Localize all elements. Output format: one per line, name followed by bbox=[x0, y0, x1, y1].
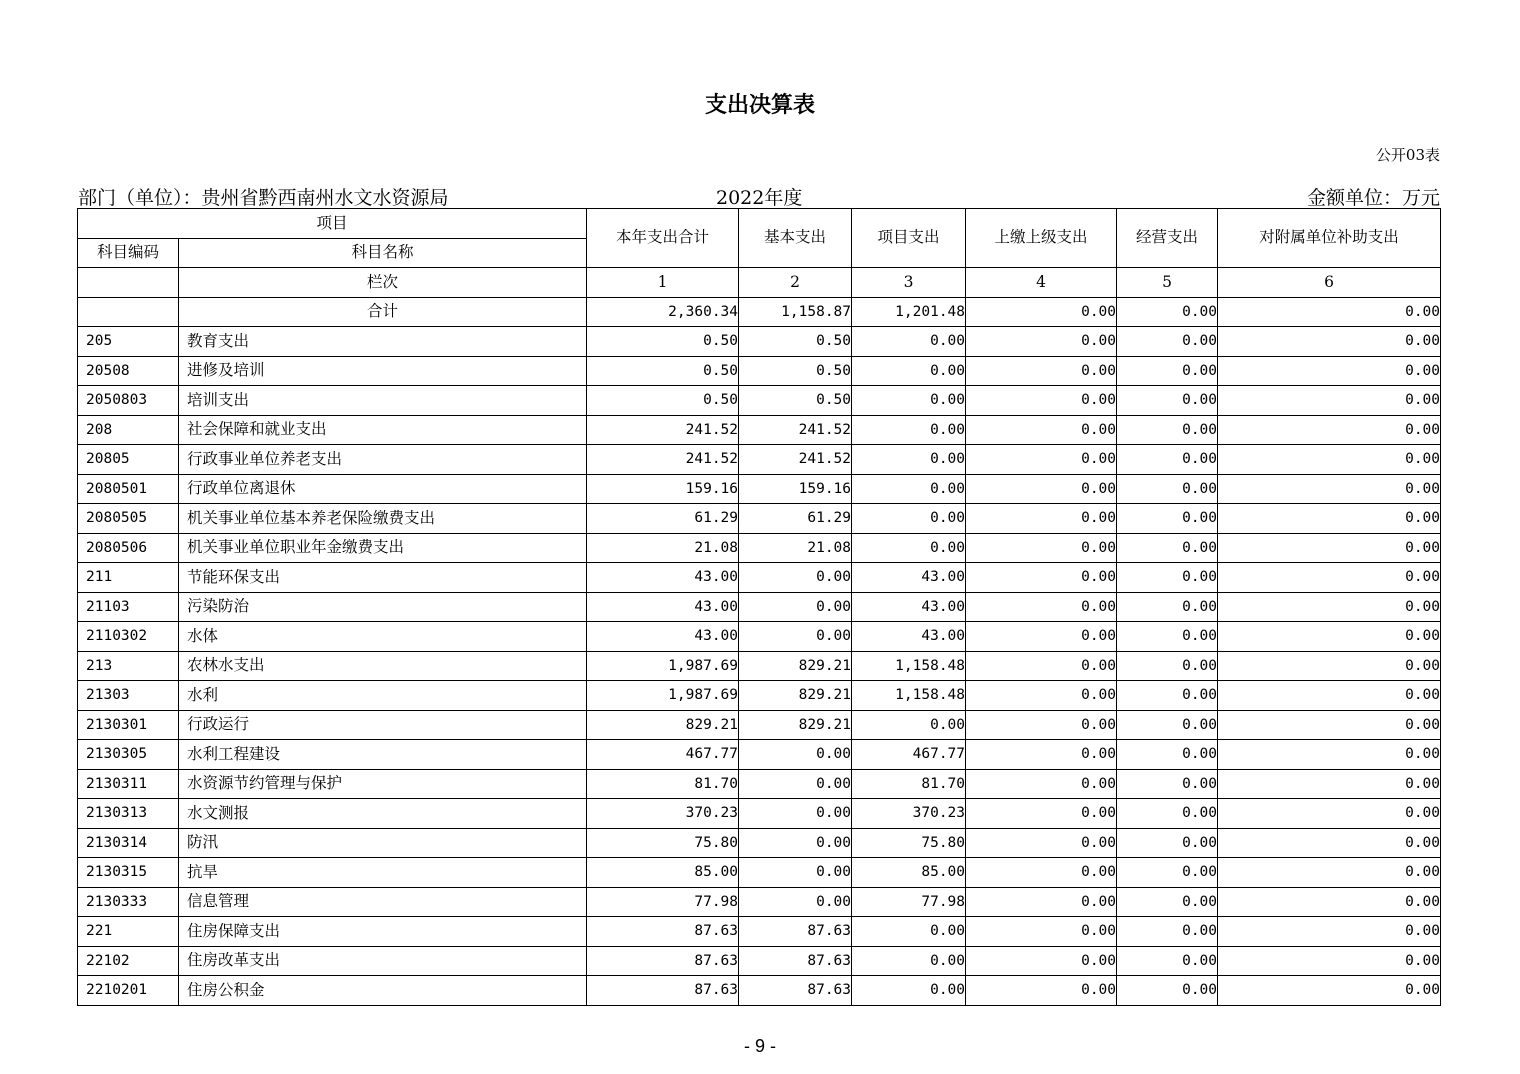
amount-cell: 0.00 bbox=[966, 592, 1117, 622]
amount-cell: 0.00 bbox=[739, 858, 852, 888]
amount-cell: 43.00 bbox=[852, 563, 966, 593]
table-row bbox=[78, 681, 1441, 711]
amount-cell: 0.00 bbox=[1218, 504, 1441, 534]
table-row bbox=[78, 563, 1441, 593]
amount-cell: 0.00 bbox=[1218, 799, 1441, 829]
subject-code: 20805 bbox=[78, 445, 179, 475]
subject-name: 行政单位离退休 bbox=[179, 474, 587, 504]
amount-cell: 0.00 bbox=[1218, 769, 1441, 799]
amount-cell: 0.50 bbox=[587, 356, 739, 386]
amount-cell: 61.29 bbox=[739, 504, 852, 534]
subject-name: 进修及培训 bbox=[179, 356, 587, 386]
amount-cell: 0.00 bbox=[966, 917, 1117, 947]
amount-cell: 0.00 bbox=[739, 799, 852, 829]
amount-cell: 0.00 bbox=[739, 622, 852, 652]
total-label: 合计 bbox=[179, 297, 587, 327]
fiscal-year: 2022年度 bbox=[716, 187, 803, 209]
amount-cell: 0.00 bbox=[966, 828, 1117, 858]
amount-cell: 0.00 bbox=[1117, 740, 1218, 770]
amount-cell: 0.00 bbox=[1218, 356, 1441, 386]
amount-cell: 241.52 bbox=[739, 445, 852, 475]
table-row bbox=[78, 327, 1441, 357]
table-row bbox=[78, 799, 1441, 829]
amount-cell: 0.00 bbox=[1117, 415, 1218, 445]
amount-cell: 87.63 bbox=[739, 917, 852, 947]
header-basic-expenditure: 基本支出 bbox=[739, 209, 852, 268]
amount-cell: 85.00 bbox=[852, 858, 966, 888]
amount-cell: 0.00 bbox=[739, 740, 852, 770]
header-operating-expenditure: 经营支出 bbox=[1117, 209, 1218, 268]
amount-cell: 0.00 bbox=[1117, 799, 1218, 829]
total-value: 1,158.87 bbox=[739, 297, 852, 327]
amount-cell: 0.00 bbox=[1218, 445, 1441, 475]
amount-cell: 0.00 bbox=[739, 828, 852, 858]
subject-code: 21303 bbox=[78, 681, 179, 711]
amount-cell: 0.00 bbox=[1218, 828, 1441, 858]
column-no-2: 2 bbox=[739, 268, 852, 298]
amount-cell: 81.70 bbox=[587, 769, 739, 799]
amount-unit: 金额单位：万元 bbox=[1306, 187, 1440, 209]
amount-cell: 0.00 bbox=[966, 415, 1117, 445]
amount-cell: 43.00 bbox=[587, 563, 739, 593]
table-row bbox=[78, 533, 1441, 563]
table-row bbox=[78, 740, 1441, 770]
column-no-4: 4 bbox=[966, 268, 1117, 298]
amount-cell: 0.00 bbox=[966, 504, 1117, 534]
amount-cell: 0.00 bbox=[1218, 533, 1441, 563]
form-code: 公开03表 bbox=[1375, 146, 1440, 164]
subject-code: 2080501 bbox=[78, 474, 179, 504]
subject-code: 2130314 bbox=[78, 828, 179, 858]
subject-code: 2130305 bbox=[78, 740, 179, 770]
column-no-3: 3 bbox=[852, 268, 966, 298]
amount-cell: 0.00 bbox=[1117, 533, 1218, 563]
subject-name: 信息管理 bbox=[179, 887, 587, 917]
amount-cell: 0.00 bbox=[1117, 828, 1218, 858]
header-name: 科目名称 bbox=[179, 238, 587, 268]
amount-cell: 0.00 bbox=[966, 533, 1117, 563]
department-label: 部门（单位）：贵州省黔西南州水文水资源局 bbox=[78, 187, 449, 209]
amount-cell: 467.77 bbox=[852, 740, 966, 770]
amount-cell: 0.00 bbox=[1117, 592, 1218, 622]
empty-cell bbox=[78, 297, 179, 327]
amount-cell: 81.70 bbox=[852, 769, 966, 799]
amount-cell: 0.00 bbox=[852, 356, 966, 386]
amount-cell: 21.08 bbox=[739, 533, 852, 563]
subject-code: 2110302 bbox=[78, 622, 179, 652]
amount-cell: 0.00 bbox=[852, 504, 966, 534]
amount-cell: 0.50 bbox=[739, 356, 852, 386]
table-row bbox=[78, 445, 1441, 475]
table-row bbox=[78, 386, 1441, 416]
column-no-5: 5 bbox=[1117, 268, 1218, 298]
amount-cell: 0.50 bbox=[587, 386, 739, 416]
amount-cell: 0.00 bbox=[739, 563, 852, 593]
amount-cell: 0.50 bbox=[739, 386, 852, 416]
column-no-1: 1 bbox=[587, 268, 739, 298]
subject-code: 211 bbox=[78, 563, 179, 593]
subject-name: 机关事业单位基本养老保险缴费支出 bbox=[179, 504, 587, 534]
amount-cell: 0.00 bbox=[852, 946, 966, 976]
table-row bbox=[78, 622, 1441, 652]
amount-cell: 0.00 bbox=[852, 327, 966, 357]
amount-cell: 0.00 bbox=[1117, 327, 1218, 357]
amount-cell: 0.00 bbox=[966, 799, 1117, 829]
table-row bbox=[78, 828, 1441, 858]
amount-cell: 0.00 bbox=[1218, 327, 1441, 357]
subject-name: 住房改革支出 bbox=[179, 946, 587, 976]
amount-cell: 829.21 bbox=[739, 710, 852, 740]
subject-name: 行政运行 bbox=[179, 710, 587, 740]
amount-cell: 43.00 bbox=[852, 592, 966, 622]
amount-cell: 0.00 bbox=[1218, 622, 1441, 652]
amount-cell: 0.00 bbox=[739, 592, 852, 622]
amount-cell: 43.00 bbox=[587, 622, 739, 652]
amount-cell: 241.52 bbox=[739, 415, 852, 445]
subject-name: 培训支出 bbox=[179, 386, 587, 416]
amount-cell: 0.00 bbox=[966, 681, 1117, 711]
subject-name: 水利 bbox=[179, 681, 587, 711]
amount-cell: 0.00 bbox=[1218, 386, 1441, 416]
amount-cell: 0.00 bbox=[1117, 651, 1218, 681]
amount-cell: 370.23 bbox=[587, 799, 739, 829]
subject-name: 教育支出 bbox=[179, 327, 587, 357]
amount-cell: 0.00 bbox=[1218, 858, 1441, 888]
amount-cell: 1,987.69 bbox=[587, 681, 739, 711]
amount-cell: 0.00 bbox=[1117, 622, 1218, 652]
amount-cell: 21.08 bbox=[587, 533, 739, 563]
amount-cell: 0.00 bbox=[966, 651, 1117, 681]
amount-cell: 1,158.48 bbox=[852, 681, 966, 711]
page-number: - 9 - bbox=[743, 1036, 776, 1056]
amount-cell: 0.00 bbox=[966, 769, 1117, 799]
amount-cell: 0.50 bbox=[587, 327, 739, 357]
amount-cell: 0.00 bbox=[966, 946, 1117, 976]
table-row bbox=[78, 769, 1441, 799]
subject-code: 2080505 bbox=[78, 504, 179, 534]
amount-cell: 159.16 bbox=[739, 474, 852, 504]
amount-cell: 0.00 bbox=[1218, 563, 1441, 593]
subject-code: 2130301 bbox=[78, 710, 179, 740]
amount-cell: 87.63 bbox=[587, 946, 739, 976]
amount-cell: 0.00 bbox=[966, 740, 1117, 770]
amount-cell: 75.80 bbox=[587, 828, 739, 858]
amount-cell: 0.00 bbox=[739, 887, 852, 917]
amount-cell: 0.00 bbox=[852, 415, 966, 445]
amount-cell: 85.00 bbox=[587, 858, 739, 888]
amount-cell: 0.00 bbox=[1218, 917, 1441, 947]
table-row bbox=[78, 946, 1441, 976]
amount-cell: 0.00 bbox=[966, 474, 1117, 504]
header-project-expenditure: 项目支出 bbox=[852, 209, 966, 268]
expenditure-table bbox=[77, 208, 1441, 1006]
amount-cell: 829.21 bbox=[739, 681, 852, 711]
amount-cell: 241.52 bbox=[587, 445, 739, 475]
amount-cell: 0.00 bbox=[966, 445, 1117, 475]
subject-name: 水利工程建设 bbox=[179, 740, 587, 770]
table-row bbox=[78, 415, 1441, 445]
amount-cell: 61.29 bbox=[587, 504, 739, 534]
amount-cell: 0.00 bbox=[1117, 563, 1218, 593]
amount-cell: 0.00 bbox=[1117, 976, 1218, 1006]
amount-cell: 0.00 bbox=[1218, 474, 1441, 504]
subject-name: 行政事业单位养老支出 bbox=[179, 445, 587, 475]
amount-cell: 829.21 bbox=[587, 710, 739, 740]
header-code: 科目编码 bbox=[78, 238, 179, 268]
amount-cell: 43.00 bbox=[587, 592, 739, 622]
amount-cell: 75.80 bbox=[852, 828, 966, 858]
subject-code: 2080506 bbox=[78, 533, 179, 563]
subject-code: 213 bbox=[78, 651, 179, 681]
amount-cell: 87.63 bbox=[739, 976, 852, 1006]
amount-cell: 0.00 bbox=[1117, 445, 1218, 475]
amount-cell: 0.00 bbox=[966, 858, 1117, 888]
amount-cell: 0.00 bbox=[1218, 415, 1441, 445]
column-no-6: 6 bbox=[1218, 268, 1441, 298]
amount-cell: 0.00 bbox=[1218, 710, 1441, 740]
amount-cell: 0.00 bbox=[966, 563, 1117, 593]
header-row-1 bbox=[78, 209, 1441, 239]
amount-cell: 0.00 bbox=[966, 710, 1117, 740]
amount-cell: 0.00 bbox=[1117, 681, 1218, 711]
amount-cell: 0.00 bbox=[966, 327, 1117, 357]
subject-code: 221 bbox=[78, 917, 179, 947]
amount-cell: 0.00 bbox=[966, 386, 1117, 416]
subject-name: 节能环保支出 bbox=[179, 563, 587, 593]
column-number-row bbox=[78, 268, 1441, 298]
subject-name: 防汛 bbox=[179, 828, 587, 858]
amount-cell: 87.63 bbox=[739, 946, 852, 976]
amount-cell: 467.77 bbox=[587, 740, 739, 770]
table-row bbox=[78, 474, 1441, 504]
amount-cell: 0.00 bbox=[1117, 474, 1218, 504]
amount-cell: 0.00 bbox=[966, 887, 1117, 917]
subject-name: 机关事业单位职业年金缴费支出 bbox=[179, 533, 587, 563]
header-total-expenditure: 本年支出合计 bbox=[587, 209, 739, 268]
total-value: 0.00 bbox=[966, 297, 1117, 327]
amount-cell: 0.00 bbox=[1218, 740, 1441, 770]
total-row bbox=[78, 297, 1441, 327]
amount-cell: 1,158.48 bbox=[852, 651, 966, 681]
subject-code: 2130333 bbox=[78, 887, 179, 917]
amount-cell: 87.63 bbox=[587, 976, 739, 1006]
subject-code: 2210201 bbox=[78, 976, 179, 1006]
table-row bbox=[78, 592, 1441, 622]
subject-code: 208 bbox=[78, 415, 179, 445]
amount-cell: 0.00 bbox=[852, 710, 966, 740]
subject-code: 2050803 bbox=[78, 386, 179, 416]
amount-cell: 0.00 bbox=[1117, 710, 1218, 740]
amount-cell: 1,987.69 bbox=[587, 651, 739, 681]
table-row bbox=[78, 858, 1441, 888]
table-row bbox=[78, 356, 1441, 386]
amount-cell: 0.00 bbox=[739, 769, 852, 799]
amount-cell: 0.00 bbox=[1218, 946, 1441, 976]
amount-cell: 87.63 bbox=[587, 917, 739, 947]
amount-cell: 0.00 bbox=[852, 976, 966, 1006]
amount-cell: 0.00 bbox=[852, 386, 966, 416]
amount-cell: 0.00 bbox=[1117, 946, 1218, 976]
subject-code: 2130311 bbox=[78, 769, 179, 799]
amount-cell: 0.00 bbox=[1117, 917, 1218, 947]
subject-code: 21103 bbox=[78, 592, 179, 622]
amount-cell: 77.98 bbox=[587, 887, 739, 917]
table-row bbox=[78, 976, 1441, 1006]
header-item: 项目 bbox=[78, 209, 587, 239]
table-row bbox=[78, 504, 1441, 534]
table-row bbox=[78, 887, 1441, 917]
subject-name: 水文测报 bbox=[179, 799, 587, 829]
amount-cell: 0.00 bbox=[1117, 356, 1218, 386]
subject-name: 住房保障支出 bbox=[179, 917, 587, 947]
subject-code: 20508 bbox=[78, 356, 179, 386]
total-value: 0.00 bbox=[1218, 297, 1441, 327]
subject-name: 污染防治 bbox=[179, 592, 587, 622]
header-remit-superior: 上缴上级支出 bbox=[966, 209, 1117, 268]
amount-cell: 0.00 bbox=[1117, 858, 1218, 888]
subject-name: 水资源节约管理与保护 bbox=[179, 769, 587, 799]
subject-name: 社会保障和就业支出 bbox=[179, 415, 587, 445]
amount-cell: 43.00 bbox=[852, 622, 966, 652]
page-title: 支出决算表 bbox=[704, 93, 815, 118]
amount-cell: 0.00 bbox=[1117, 504, 1218, 534]
subject-code: 2130315 bbox=[78, 858, 179, 888]
amount-cell: 0.00 bbox=[852, 917, 966, 947]
amount-cell: 0.00 bbox=[1218, 592, 1441, 622]
total-value: 2,360.34 bbox=[587, 297, 739, 327]
subject-name: 抗旱 bbox=[179, 858, 587, 888]
amount-cell: 0.00 bbox=[1117, 769, 1218, 799]
amount-cell: 0.00 bbox=[966, 622, 1117, 652]
amount-cell: 241.52 bbox=[587, 415, 739, 445]
table-row bbox=[78, 917, 1441, 947]
subject-code: 2130313 bbox=[78, 799, 179, 829]
amount-cell: 0.00 bbox=[852, 445, 966, 475]
amount-cell: 0.00 bbox=[852, 474, 966, 504]
amount-cell: 0.50 bbox=[739, 327, 852, 357]
amount-cell: 0.00 bbox=[1117, 386, 1218, 416]
column-no-label: 栏次 bbox=[179, 268, 587, 298]
amount-cell: 0.00 bbox=[1218, 887, 1441, 917]
total-value: 1,201.48 bbox=[852, 297, 966, 327]
table-row bbox=[78, 710, 1441, 740]
table-row bbox=[78, 651, 1441, 681]
amount-cell: 370.23 bbox=[852, 799, 966, 829]
amount-cell: 77.98 bbox=[852, 887, 966, 917]
amount-cell: 0.00 bbox=[966, 976, 1117, 1006]
subject-name: 水体 bbox=[179, 622, 587, 652]
header-subsidy-affiliates: 对附属单位补助支出 bbox=[1218, 209, 1441, 268]
amount-cell: 829.21 bbox=[739, 651, 852, 681]
empty-cell bbox=[78, 268, 179, 298]
subject-code: 22102 bbox=[78, 946, 179, 976]
amount-cell: 0.00 bbox=[852, 533, 966, 563]
subject-name: 住房公积金 bbox=[179, 976, 587, 1006]
subject-name: 农林水支出 bbox=[179, 651, 587, 681]
total-value: 0.00 bbox=[1117, 297, 1218, 327]
amount-cell: 0.00 bbox=[1218, 651, 1441, 681]
amount-cell: 0.00 bbox=[1218, 976, 1441, 1006]
amount-cell: 0.00 bbox=[1218, 681, 1441, 711]
subject-code: 205 bbox=[78, 327, 179, 357]
amount-cell: 159.16 bbox=[587, 474, 739, 504]
amount-cell: 0.00 bbox=[966, 356, 1117, 386]
amount-cell: 0.00 bbox=[1117, 887, 1218, 917]
